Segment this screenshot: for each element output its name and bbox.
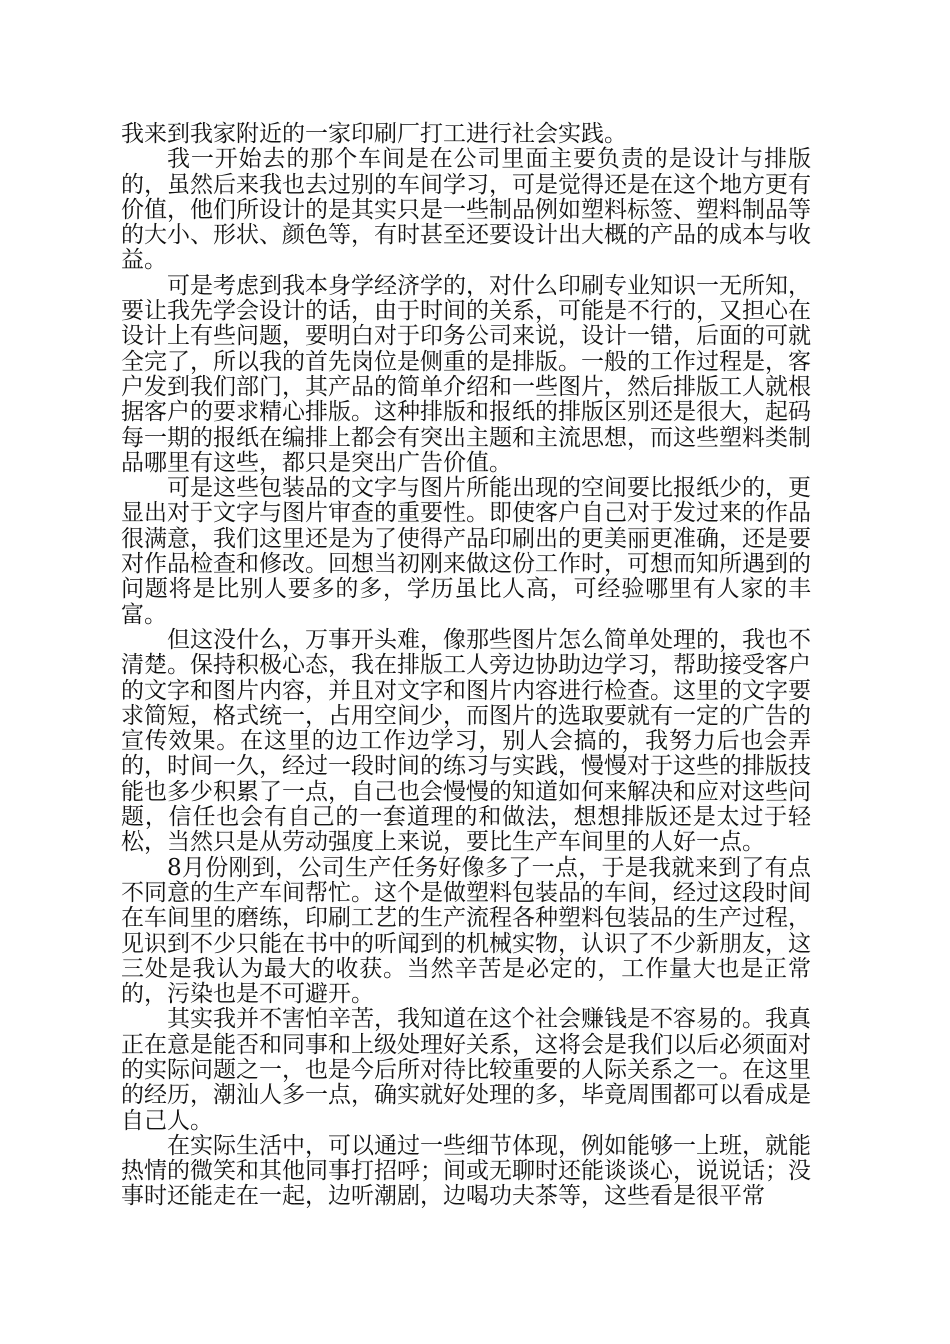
paragraph: 我一开始去的那个车间是在公司里面主要负责的是设计与排版的，虽然后来我也去过别的车间学习，可是觉得还是在这个地方更有价值，他们所设计的是其实只是一些制品例如塑料标签、塑料制品等的大小、形状、颜色等，有时甚至还要设计出大概的产品的成本与收益。 (121, 146, 811, 274)
document-body (121, 122, 811, 1210)
paragraph: 其实我并不害怕辛苦，我知道在这个社会赚钱是不容易的。我真正在意是能否和同事和上级处理好关系，这将会是我们以后必须面对的实际问题之一，也是今后所对待比较重要的人际关系之一。在这里的经历，潮汕人多一点，确实就好处理的多，毕竟周围都可以看成是自己人。 (121, 1006, 811, 1134)
paragraph: 可是这些包装品的文字与图片所能出现的空间要比报纸少的，更显出对于文字与图片审查的重要性。即使客户自己对于发过来的作品很满意，我们这里还是为了使得产品印刷出的更美丽更准确，还是要对作品检查和修改。回想当初刚来做这份工作时，可想而知所遇到的问题将是比别人要多的多，学历虽比人高，可经验哪里有人家的丰富。 (121, 475, 811, 628)
paragraph: 可是考虑到我本身学经济学的，对什么印刷专业知识一无所知，要让我先学会设计的话，由于时间的关系，可能是不行的，又担心在设计上有些问题，要明白对于印务公司来说，设计一错，后面的可就全完了，所以我的首先岗位是侧重的是排版。一般的工作过程是，客户发到我们部门，其产品的简单介绍和一些图片，然后排版工人就根据客户的要求精心排版。这种排版和报纸的排版区别还是很大，起码每一期的报纸在编排上都会有突出主题和主流思想，而这些塑料类制品哪里有这些，都只是突出广告价值。 (121, 272, 811, 476)
paragraph: 但这没什么，万事开头难，像那些图片怎么简单处理的，我也不清楚。保持积极心态，我在排版工人旁边协助边学习，帮助接受客户的文字和图片内容，并且对文字和图片内容进行检查。这里的文字要求简短，格式统一，占用空间少，而图片的选取要就有一定的广告的宣传效果。在这里的边工作边学习，别人会搞的，我努力后也会弄的，时间一久，经过一段时间的练习与实践，慢慢对于这些的排版技能也多少积累了一点，自己也会慢慢的知道如何来解决和应对这些问题，信任也会有自己的一套道理的和做法，想想排版还是太过于轻松，当然只是从劳动强度上来说，要比生产车间里的人好一点。 (121, 626, 811, 856)
paragraph: 8月份刚到，公司生产任务好像多了一点，于是我就来到了有点不同意的生产车间帮忙。这个是做塑料包装品的车间，经过这段时间在车间里的磨练，印刷工艺的生产流程各种塑料包装品的生产过程，见识到不少只能在书中的听闻到的机械实物，认识了不少新朋友，这三处是我认为最大的收获。当然辛苦是必定的，工作量大也是正常的，污染也是不可避开。 (121, 854, 811, 1008)
paragraph: 在实际生活中，可以通过一些细节体现，例如能够一上班，就能热情的微笑和其他同事打招呼；间或无聊时还能谈谈心，说说话；没事时还能走在一起，边听潮剧，边喝功夫茶等，这些看是很平常 (121, 1132, 811, 1210)
paragraph: 我来到我家附近的一家印刷厂打工进行社会实践。 (121, 121, 627, 147)
